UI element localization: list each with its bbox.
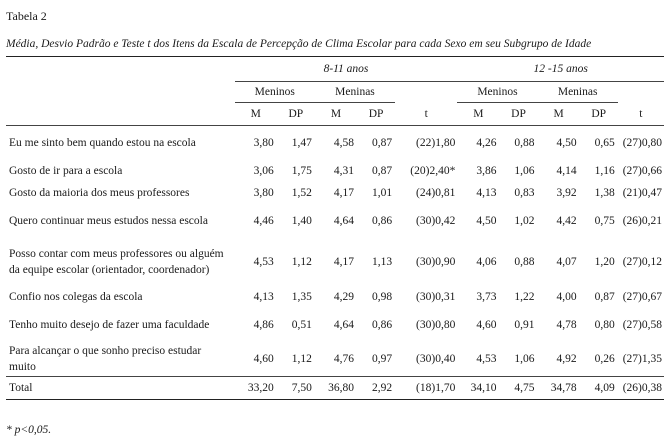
cell: 1,02 bbox=[514, 215, 535, 227]
cell: 4,13 bbox=[253, 291, 274, 303]
table-row bbox=[6, 204, 664, 238]
cell: 4,46 bbox=[253, 215, 274, 227]
cell: 4,09 bbox=[580, 377, 618, 400]
col-m: M bbox=[457, 103, 499, 126]
cell: 4,53 bbox=[476, 353, 497, 365]
cell: 1,12 bbox=[291, 353, 312, 365]
cell: 4,14 bbox=[556, 165, 577, 177]
cell: (20)2,40* bbox=[410, 165, 456, 177]
cell: 33,20 bbox=[235, 377, 277, 400]
cell: 1,38 bbox=[594, 187, 615, 199]
cell: (26)0,38 bbox=[618, 377, 664, 400]
cell: 1,47 bbox=[291, 137, 312, 149]
cell: 1,22 bbox=[514, 291, 535, 303]
cell: 4,17 bbox=[333, 187, 354, 199]
cell: 2,92 bbox=[357, 377, 395, 400]
cell: 3,80 bbox=[253, 187, 274, 199]
col-dp: DP bbox=[357, 103, 395, 126]
cell: (21)0,47 bbox=[622, 187, 662, 199]
cell: 4,53 bbox=[253, 256, 274, 268]
age-group-2-header: 12 -15 anos bbox=[457, 57, 664, 82]
cell: (22)1,80 bbox=[416, 137, 456, 149]
table-row bbox=[6, 286, 664, 308]
table-row bbox=[6, 160, 664, 182]
col-t: t bbox=[395, 103, 457, 126]
cell: 0,86 bbox=[371, 215, 393, 227]
cell: 0,65 bbox=[594, 137, 615, 149]
col-m: M bbox=[235, 103, 277, 126]
cell: 4,64 bbox=[333, 215, 354, 227]
cell: (27)0,80 bbox=[622, 137, 662, 149]
cell: 4,92 bbox=[556, 353, 577, 365]
cell: (26)0,21 bbox=[622, 215, 662, 227]
cell: 4,58 bbox=[333, 137, 354, 149]
table-row bbox=[6, 238, 664, 286]
row-item-label: Gosto da maioria dos meus professores bbox=[9, 187, 190, 199]
cell: 1,20 bbox=[594, 256, 615, 268]
cell: 1,52 bbox=[291, 187, 312, 199]
cell: 4,29 bbox=[333, 291, 354, 303]
row-item-label: Para alcançar o que sonho preciso estudar muito bbox=[9, 345, 202, 373]
cell: 1,06 bbox=[514, 165, 535, 177]
cell: 1,06 bbox=[514, 353, 535, 365]
cell: 4,86 bbox=[253, 319, 274, 331]
cell: 36,80 bbox=[315, 377, 357, 400]
cell: 0,87 bbox=[371, 165, 393, 177]
cell: 3,73 bbox=[476, 291, 497, 303]
cell: 0,51 bbox=[291, 319, 312, 331]
cell: 4,60 bbox=[476, 319, 497, 331]
table-row bbox=[6, 126, 664, 161]
col-m: M bbox=[315, 103, 357, 126]
cell: 34,78 bbox=[538, 377, 580, 400]
cell: 7,50 bbox=[277, 377, 315, 400]
cell: 0,87 bbox=[594, 291, 615, 303]
row-item-label: Eu me sinto bem quando estou na escola bbox=[9, 137, 196, 149]
cell: 34,10 bbox=[457, 377, 499, 400]
header-age-row bbox=[6, 57, 664, 82]
cell: (18)1,70 bbox=[395, 377, 457, 400]
total-label: Total bbox=[6, 377, 235, 400]
col-t: t bbox=[618, 103, 664, 126]
cell: 0,26 bbox=[594, 353, 615, 365]
cell: (27)0,67 bbox=[622, 291, 662, 303]
cell: 0,91 bbox=[514, 319, 535, 331]
row-item-label: Posso contar com meus professores ou alguém da equipe escolar (orientador, coordenador) bbox=[9, 248, 224, 276]
cell: 4,76 bbox=[333, 353, 354, 365]
cell: 4,26 bbox=[476, 137, 497, 149]
g1-boys-header: Meninos bbox=[235, 82, 315, 103]
cell: (30)0,40 bbox=[416, 353, 456, 365]
cell: 1,16 bbox=[594, 165, 615, 177]
table-row bbox=[6, 342, 664, 377]
header-stat-row bbox=[6, 103, 664, 126]
cell: 4,17 bbox=[333, 256, 354, 268]
cell: (30)0,80 bbox=[416, 319, 456, 331]
table-row bbox=[6, 182, 664, 204]
cell: (30)0,31 bbox=[416, 291, 456, 303]
table-caption: Média, Desvio Padrão e Teste t dos Itens da Escala de Percepção de Clima Escolar para cada Sexo em seu Subgrupo de Idade bbox=[6, 38, 592, 50]
cell: 1,35 bbox=[291, 291, 312, 303]
cell: (30)0,42 bbox=[416, 215, 456, 227]
cell: 1,75 bbox=[291, 165, 312, 177]
table-label: Tabela 2 bbox=[6, 9, 47, 23]
cell: (27)0,12 bbox=[622, 256, 662, 268]
cell: (27)0,58 bbox=[622, 319, 662, 331]
cell: 4,13 bbox=[476, 187, 497, 199]
cell: 1,12 bbox=[291, 256, 312, 268]
g2-girls-header: Meninas bbox=[538, 82, 618, 103]
cell: 4,50 bbox=[556, 137, 577, 149]
cell: 4,75 bbox=[499, 377, 537, 400]
age-group-1-header: 8-11 anos bbox=[235, 57, 458, 82]
g1-girls-header: Meninas bbox=[315, 82, 395, 103]
cell: 0,75 bbox=[594, 215, 615, 227]
cell: 4,42 bbox=[556, 215, 577, 227]
col-m: M bbox=[538, 103, 580, 126]
cell: 3,06 bbox=[253, 165, 274, 177]
cell: 4,64 bbox=[333, 319, 354, 331]
cell: 1,13 bbox=[371, 256, 393, 268]
cell: 3,86 bbox=[476, 165, 497, 177]
cell: 0,88 bbox=[514, 256, 535, 268]
table-row bbox=[6, 308, 664, 342]
cell: 3,80 bbox=[253, 137, 274, 149]
cell: (27)1,35 bbox=[622, 353, 662, 365]
cell: 4,60 bbox=[253, 353, 274, 365]
cell: 0,98 bbox=[371, 291, 393, 303]
cell: (27)0,66 bbox=[622, 165, 662, 177]
footnote: * p<0,05. bbox=[6, 424, 52, 436]
cell: 4,31 bbox=[333, 165, 354, 177]
cell: (30)0,90 bbox=[416, 256, 456, 268]
cell: 0,97 bbox=[371, 353, 393, 365]
col-dp: DP bbox=[580, 103, 618, 126]
cell: 0,88 bbox=[514, 137, 535, 149]
row-item-label: Gosto de ir para a escola bbox=[9, 165, 123, 177]
cell: 4,06 bbox=[476, 256, 497, 268]
header-sex-row bbox=[6, 82, 664, 103]
row-item-label: Quero continuar meus estudos nessa escola bbox=[9, 215, 208, 227]
cell: 1,40 bbox=[291, 215, 312, 227]
cell: 1,01 bbox=[371, 187, 393, 199]
row-item-label: Confio nos colegas da escola bbox=[9, 291, 143, 303]
g2-boys-header: Meninos bbox=[457, 82, 537, 103]
col-dp: DP bbox=[277, 103, 315, 126]
col-dp: DP bbox=[499, 103, 537, 126]
data-table bbox=[6, 56, 664, 400]
cell: 4,07 bbox=[556, 256, 577, 268]
cell: 4,50 bbox=[476, 215, 497, 227]
cell: 3,92 bbox=[556, 187, 577, 199]
total-row bbox=[6, 377, 664, 400]
cell: 0,86 bbox=[371, 319, 393, 331]
row-item-label: Tenho muito desejo de fazer uma faculdade bbox=[9, 319, 210, 331]
cell: 4,00 bbox=[556, 291, 577, 303]
cell: 0,80 bbox=[594, 319, 615, 331]
cell: 0,83 bbox=[514, 187, 535, 199]
cell: 0,87 bbox=[371, 137, 393, 149]
cell: 4,78 bbox=[556, 319, 577, 331]
cell: (24)0,81 bbox=[416, 187, 456, 199]
